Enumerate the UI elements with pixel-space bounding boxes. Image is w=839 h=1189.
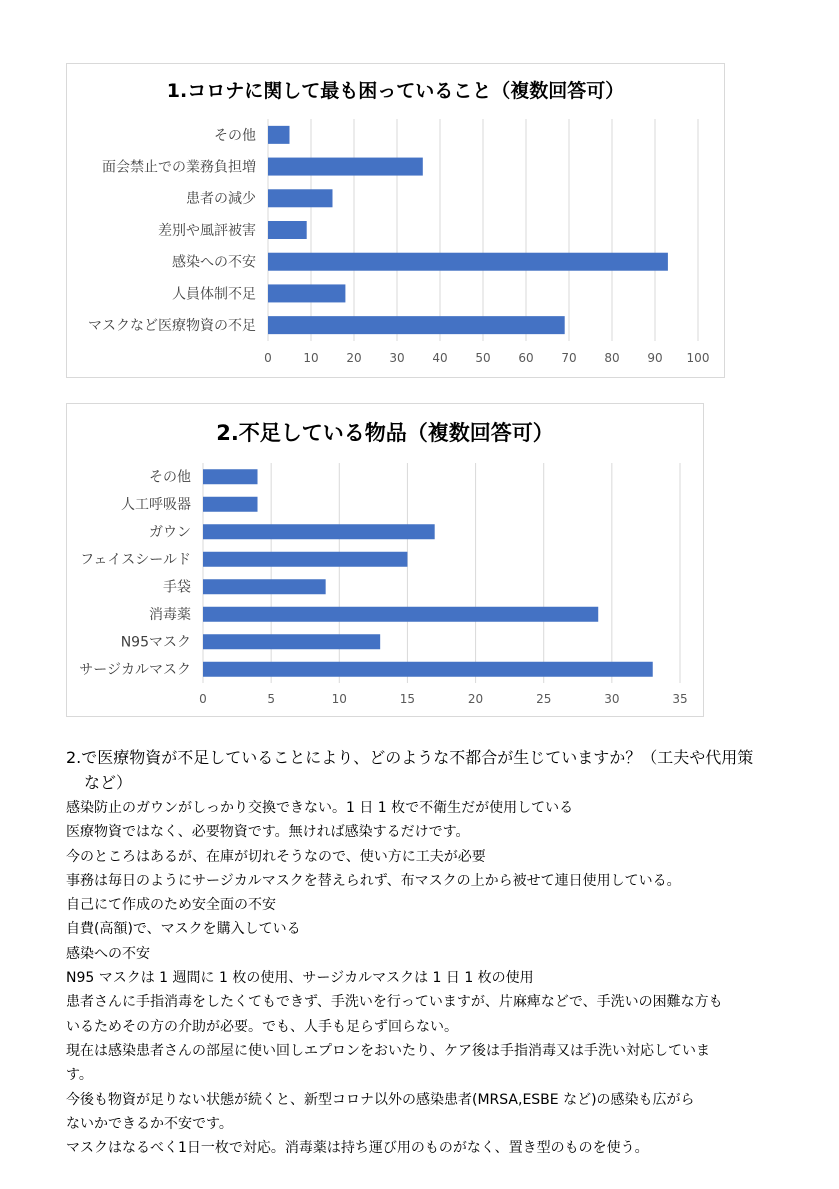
category-label: 消毒薬	[149, 607, 191, 624]
bar	[268, 253, 668, 271]
x-tick-label: 50	[475, 351, 491, 365]
response-line: 感染への不安	[66, 945, 150, 962]
bar	[203, 579, 326, 594]
response-line: 感染防止のガウンがしっかり交換できない。1 日 1 枚で不衛生だが使用している	[66, 800, 574, 816]
category-label: 人工呼吸器	[121, 497, 191, 514]
response-line: 自費(高額)で、マスクを購入している	[66, 921, 301, 938]
bar	[268, 284, 345, 302]
x-tick-label: 0	[199, 692, 207, 706]
chart-2-plot	[67, 404, 705, 718]
x-tick-label: 70	[561, 351, 577, 365]
category-label: マスクなど医療物資の不足	[88, 318, 256, 335]
x-tick-label: 20	[346, 351, 362, 365]
category-label: 感染への不安	[172, 254, 256, 271]
chart-1-title: 1.コロナに関して最も困っていること（複数回答可）	[166, 80, 625, 102]
x-tick-label: 20	[467, 692, 484, 706]
chart-1-container	[66, 63, 725, 378]
bar	[203, 497, 258, 512]
response-line: N95 マスクは 1 週間に 1 枚の使用、サージカルマスクは 1 日 1 枚の使用	[66, 970, 534, 987]
bar	[268, 316, 565, 334]
bar	[268, 126, 290, 144]
category-label: その他	[214, 127, 256, 144]
bar	[268, 189, 333, 207]
x-tick-label: 0	[264, 351, 272, 365]
bar	[203, 524, 435, 539]
response-line: マスクはなるべく1日一枚で対応。消毒薬は持ち運び用のものがなく、置き型のものを使う。	[66, 1140, 649, 1157]
response-line: す。	[66, 1067, 93, 1084]
x-tick-label: 30	[389, 351, 405, 365]
x-tick-label: 60	[518, 351, 534, 365]
x-tick-label: 40	[432, 351, 448, 365]
bar	[203, 662, 653, 677]
question-heading-line-1: 2.で医療物資が不足していることにより、どのような不都合が生じていますか？（工夫や代用策	[66, 748, 754, 767]
x-tick-label: 30	[604, 692, 620, 706]
response-line: 事務は毎日のようにサージカルマスクを替えられず、布マスクの上から被せて連日使用している。	[66, 872, 681, 889]
response-line: 現在は感染患者さんの部屋に使い回しエプロンをおいたり、ケア後は手指消毒又は手洗い対応していま	[66, 1042, 710, 1059]
x-tick-label: 80	[604, 351, 620, 365]
category-label: サージカルマスク	[79, 662, 191, 679]
x-tick-label: 5	[267, 692, 275, 706]
response-line: いるためその方の介助が必要。でも、人手も足らず回らない。	[66, 1018, 458, 1035]
chart-2-container	[66, 403, 704, 717]
x-tick-label: 15	[399, 692, 416, 706]
bar	[203, 469, 258, 484]
response-line: 自己にて作成のため安全面の不安	[66, 897, 276, 914]
x-tick-label: 90	[647, 351, 663, 365]
question-heading	[66, 745, 776, 795]
chart-1-plot	[67, 64, 726, 379]
category-label: 手袋	[163, 579, 191, 596]
bar	[203, 634, 380, 649]
x-tick-label: 25	[536, 692, 552, 706]
bar	[268, 158, 423, 176]
response-line: 今のところはあるが、在庫が切れそうなので、使い方に工夫が必要	[66, 848, 486, 865]
response-line: 患者さんに手指消毒をしたくてもできず、手洗いを行っていますが、片麻痺などで、手洗いの困難な方も	[66, 994, 723, 1011]
bar	[203, 607, 598, 622]
response-list	[66, 796, 778, 1160]
response-line: 医療物資ではなく、必要物資です。無ければ感染するだけです。	[66, 824, 470, 841]
chart-2-title: 2.不足している物品（複数回答可）	[216, 421, 554, 445]
response-line: ないかできるか不安です。	[66, 1115, 233, 1132]
category-label: その他	[149, 469, 191, 486]
x-tick-label: 100	[686, 351, 710, 365]
category-label: 患者の減少	[186, 191, 256, 208]
bar	[203, 552, 407, 567]
category-label: フェイスシールド	[80, 552, 191, 569]
category-label: 人員体制不足	[172, 286, 256, 303]
category-label: N95マスク	[120, 634, 191, 651]
bar	[268, 221, 307, 239]
category-label: ガウン	[149, 524, 191, 541]
x-tick-label: 10	[331, 692, 347, 706]
x-tick-label: 35	[672, 692, 688, 706]
x-tick-label: 10	[303, 351, 319, 365]
category-label: 面会禁止での業務負担増	[102, 159, 256, 176]
question-heading-line-2: など）	[84, 773, 133, 792]
category-label: 差別や風評被害	[158, 222, 256, 239]
response-line: 今後も物資が足りない状態が続くと、新型コロナ以外の感染患者(MRSA,ESBE など)の感染も広がら	[66, 1091, 695, 1108]
